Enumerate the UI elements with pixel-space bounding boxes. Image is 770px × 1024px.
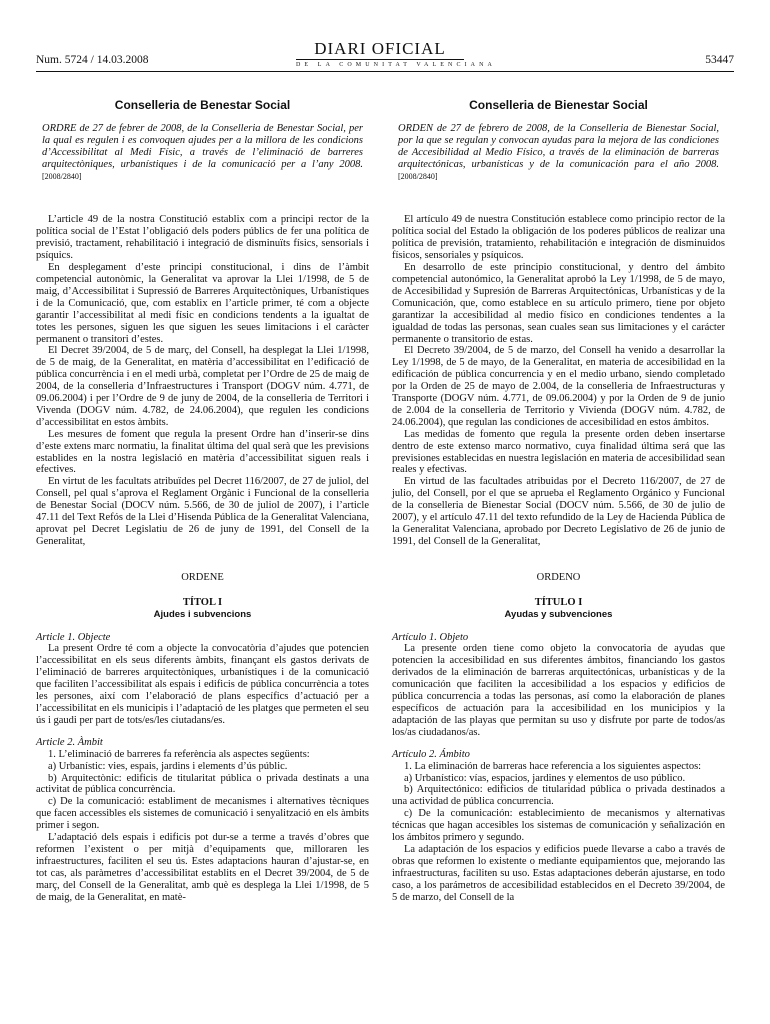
department-heading: Conselleria de Bienestar Social: [469, 98, 648, 112]
paragraph: La adaptación de los espacios y edificios puede llevarse a cabo a través de obras que reformen lo existente o mediante equipamientos que, mejorando las infraestructuras, faciliten su uso. Estas adaptaciones deberán ajustarse, en todo caso, a los parámetros de accesibilidad establecidos en el Decreto 39/2004, de 5 de marzo, del Consell de la: [392, 843, 725, 903]
paragraph: En desplegament d’este principi constitucional, i dins de l’àmbit competencial autonòmic, la Generalitat va aprovar la Llei 1/1998, de 5 de maig, d’Accessibilitat i Supressió de Barreres Arquitectòniques, Urbanístiques i de la Comunicació, que, com establix en l’article primer, té com a objecte garantir l’accessibilitat al medi físic en condicions tendents a la igualtat de totes les persones, siguen les que siguen les seues limitacions i el caràcter permanent o transitori d’estes.: [36, 262, 369, 345]
paragraph: c) De la comunicació: establiment de mecanismes i alternatives tècniques que facen accessibles els sistemes de comunicació i senyalització en els àmbits primer i segon.: [36, 796, 369, 832]
title-subheading: Ayudas y subvenciones: [504, 608, 613, 620]
masthead-title: DIARI OFICIAL: [314, 39, 446, 58]
article-heading: Article 1. Objecte: [36, 631, 111, 643]
paragraph: El Decreto 39/2004, de 5 de marzo, del Consell ha venido a desarrollar la Ley 1/1998, de 5 de mayo, de la Generalitat, en materia de accesibilidad en la edificación de pública concurrencia y en el medio urbano, siendo completado por la Orden de 25 de mayo de 2.004, de la conselleria de Infraestructuras y Transporte (DOGV núm. 4.771, de 09.06.2004) y por la Orden de 9 de junio de 2.004 de la conselleria de Territorio y Vivienda (DOGV núm. 4.782, de 24.06.2004), que regulan las condiciones de accesibilidad en estos ámbitos.: [392, 345, 725, 428]
summary-text: ORDEN de 27 de febrero de 2008, de la Conselleria de Bienestar Social, por la que se regulan y convocan ayudas para la mejora de las condiciones de Accesibilidad al Medio Físico, a través de la eliminación de barreras arquitectónicas, urbanísticas y de la comunicación para el año 2008.: [398, 122, 719, 170]
title-heading: TÍTULO I: [534, 596, 583, 608]
paragraph: L’adaptació dels espais i edificis pot dur-se a terme a través d’obres que reformen l’existent o per mitjà d’equipaments que, milloraren les infraestructures, faciliten el seu ús. Estes adaptacions hauran d’ajustar-se, en tot cas, als paràmetres d’accessibilitat establits en el Decret 39/2004, de 5 de març, del Consell de la Generalitat, amb què es desplega la Llei 1/1998, de 5 de maig, de la Generalitat, en matè-: [36, 832, 369, 903]
title-subheading: Ajudes i subvencions: [153, 608, 252, 620]
column-valencian: [36, 100, 369, 903]
order-word: ORDENO: [536, 571, 581, 583]
paragraph: La present Ordre té com a objecte la convocatòria d’ajudes que potencien l’accessibilitat en els seus diferents àmbits, finançant els gastos derivats de l’eliminació de barreres arquitectòniques, urbanístiques i de la comunicació que faciliten l’accessibilitat als espais i edificis de pública concurrència a totes les persones, així com l’elaboració de plans específics d’actuació per a l’accessibilitat en els municipis i l’adaptació de les platges que permeten el seu ús i gaudi per part de tots/es/les ciutadans/es.: [36, 643, 369, 726]
order-summary: [36, 123, 369, 183]
masthead-subtitle: DE LA COMUNITAT VALENCIANA: [296, 59, 464, 68]
masthead: [296, 39, 496, 68]
paragraph: El artículo 49 de nuestra Constitución establece como principio rector de la política social del Estado la obligación de los poderes públicos de realizar una política de previsión, tratamiento, rehabilitación e integración de disminuidos físicos, sensoriales y psíquicos.: [392, 214, 725, 262]
paragraph: En virtut de les facultats atribuïdes pel Decret 116/2007, de 27 de juliol, del Consell, pel qual s’aprova el Reglament Orgànic i Funcional de la conselleria de Benestar Social (DOCV núm. 5.566, de 30 de juliol de 2007), i l’article 47.11 del Text Refós de la Llei d’Hisenda Pública de la Generalitat Valenciana, aprovat pel Decret Legislatiu de 26 de juny de 1991, del Consell de la Generalitat,: [36, 476, 369, 547]
paragraph: Les mesures de foment que regula la present Ordre han d’inserir-se dins d’este extens marc normatiu, la finalitat última del qual serà que les previsions establides en la nostra legislació en matèria d’accessibilitat siguen reals i efectives.: [36, 428, 369, 476]
department-heading: Conselleria de Benestar Social: [114, 98, 291, 112]
paragraph: 1. La eliminación de barreras hace referencia a los siguientes aspectos:: [404, 760, 702, 772]
header-rule: [36, 71, 734, 72]
article-heading: Artículo 1. Objeto: [392, 631, 469, 643]
paragraph: Las medidas de fomento que regula la presente orden deben insertarse dentro de este extenso marco normativo, cuya finalidad última será que las previsiones establecidas en nuestra legislación en materia de accesibilidad sean reales y efectivas.: [392, 428, 725, 476]
paragraph: c) De la comunicación: establecimiento de mecanismos y alternativas técnicas que hagan accesibles los sistemas de comunicación y señalización en los ámbitos primero y segundo.: [392, 808, 725, 844]
paragraph: En desarrollo de este principio constitucional, y dentro del ámbito competencial autonómico, la Generalitat aprobó la Ley 1/1998, de 5 de mayo, de Accesibilidad y Supresión de Barreras Arquitectónicas, Urbanísticas y de la Comunicación, que, como establece en su artículo primero, tiene por objeto garantizar la accesibilidad al medio físico en condiciones tendentes a la igualdad de todas las personas, sean cuales sean sus limitaciones y el carácter permanente o transitorio de estas.: [392, 262, 725, 345]
paragraph: b) Arquitectónico: edificios de titularidad pública o privada destinados a una actividad de pública concurrencia.: [392, 784, 725, 808]
order-word: ORDENE: [181, 571, 224, 583]
summary-code: [2008/2840]: [42, 171, 82, 181]
paragraph: a) Urbanístico: vías, espacios, jardines y elementos de uso público.: [404, 772, 686, 784]
paragraph: a) Urbanístic: vies, espais, jardins i elements d’ús públic.: [48, 760, 288, 772]
paragraph: La presente orden tiene como objeto la convocatoria de ayudas que potencien la accesibilidad en sus diferentes ámbitos, financiando los gastos derivados de la eliminación de barreras arquitectónicas, urbanísticas y de la comunicación que faciliten la accesibilidad a los espacios y edificios de pública concurrencia a todas las personas, así como la elaboración de planes específicos de actuación para la accesibilidad en los municipios y la adaptación de las playas que permitan su uso y disfrute por parte de todos/as los/as ciudadanos/as.: [392, 643, 725, 738]
page-number: 53447: [705, 54, 734, 66]
paragraph: El Decret 39/2004, de 5 de març, del Consell, ha desplegat la Llei 1/1998, de 5 de maig, de la Generalitat, en matèria d’accessibilitat en l’edificació de pública concurrència i en el medi urbà, completat per l’Ordre de 25 de maig de 2004, de la conselleria d’Infraestructures i Transport (DOGV núm. 4.771, de 09.06.2004) i per l’Ordre de 9 de juny de 2004, de la conselleria de Territori i Vivenda (DOGV núm. 4.782, de 24.06.2004), que regulen les condicions d’accessibilitat en estos àmbits.: [36, 345, 369, 428]
paragraph: b) Arquitectònic: edificis de titularitat pública o privada destinats a una activitat de pública concurrència.: [36, 772, 369, 796]
paragraph: L’article 49 de la nostra Constitució establix com a principi rector de la política social de l’Estat l’obligació dels poders públics de fer una política de previsió, tractament, rehabilitació i integració de disminuïts físics, sensorials i psíquics.: [36, 214, 369, 262]
summary-text: ORDRE de 27 de febrer de 2008, de la Conselleria de Benestar Social, per la qual es regulen i es convoquen ajudes per a la millora de les condicions d’Accessibilitat al Medi Físic, a través de l’eliminació de barreres arquitectòniques, urbanístiques i de la comunicació per a l’any 2008.: [42, 122, 363, 170]
column-spanish: [392, 100, 725, 903]
paragraph: 1. L’eliminació de barreres fa referència als aspectes següents:: [48, 748, 310, 760]
summary-code: [2008/2840]: [398, 171, 438, 181]
title-heading: TÍTOL I: [182, 596, 223, 608]
order-summary: [392, 123, 725, 183]
article-heading: Article 2. Àmbit: [36, 736, 103, 748]
article-heading: Artículo 2. Ámbito: [392, 748, 470, 760]
paragraph: En virtud de las facultades atribuidas por el Decreto 116/2007, de 27 de julio, del Consell, por el que se aprueba el Reglamento Orgánico y Funcional de la conselleria de Bienestar Social (DOCV núm. 5.566, de 30 de julio de 2007), y el artículo 47.11 del texto refundido de la Ley de Hacienda Pública de la Generalitat Valenciana, aprobado por Decreto Legislativo de 26 de junio de 1991, del Consell de la Generalitat,: [392, 476, 725, 547]
issue-number-date: Num. 5724 / 14.03.2008: [36, 54, 149, 66]
